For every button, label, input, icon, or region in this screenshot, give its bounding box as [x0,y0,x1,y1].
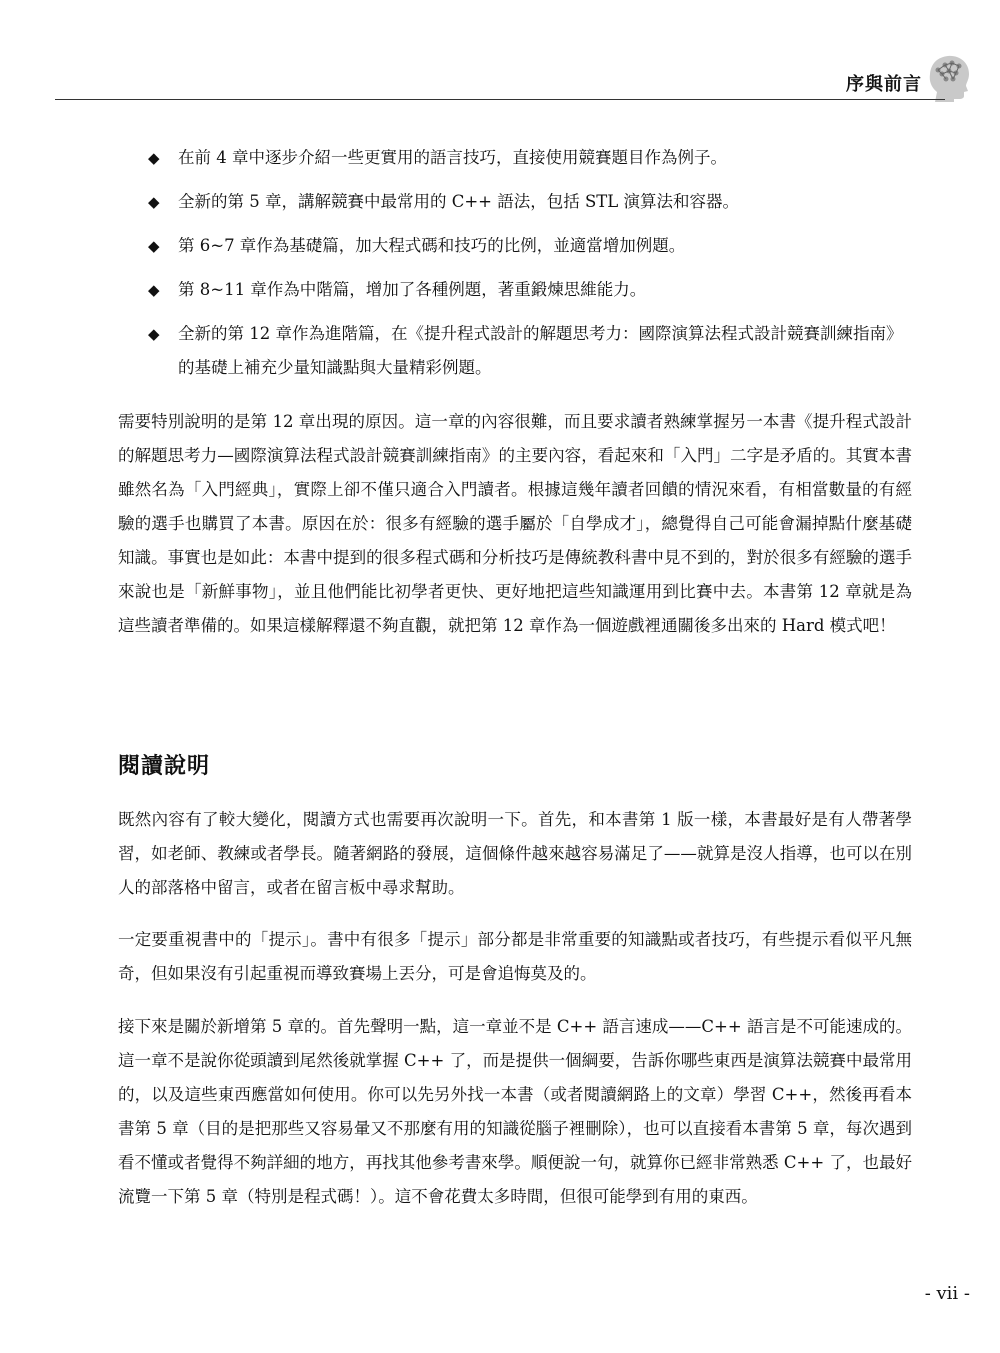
header-rule [55,99,945,100]
body-paragraph: 一定要重視書中的「提示」。書中有很多「提示」部分都是非常重要的知識點或者技巧，有些提示看似平凡無奇，但如果沒有引起重視而導致賽場上丟分，可是會追悔莫及的。 [118,930,912,983]
list-item [148,273,918,307]
body-paragraph: 接下來是關於新增第 5 章的。首先聲明一點，這一章並不是 C++ 語言速成——C++ 語言是不可能速成的。這一章不是說你從頭讀到尾然後就掌握 C++ 了，而是提供一個綱要，告訴你哪些東西是演算法競賽中最常用的，以及這些東西應當如何使用。你可以先另外找一本書（或者閱讀網路上的文章）學習 C++，然後再看本書第 5 章（目的是把那些又容易暈又不那麼有用的知識從腦子裡刪除），也可以直接看本書第 5 章，每次遇到看不懂或者覺得不夠詳細的地方，再找其他參考書來學。順便說一句，就算你已經非常熟悉 C++ 了，也最好流覽一下第 5 章（特別是程式碼！）。這不會花費太多時間，但很可能學到有用的東西。 [118,1017,912,1206]
bullet-diamond-icon: ◆ [148,149,160,167]
list-item-text: 全新的第 12 章作為進階篇，在《提升程式設計的解題思考力：國際演算法程式設計競賽訓練指南》的基礎上補充少量知識點與大量精彩例題。 [178,324,903,377]
page-number: - vii - [924,1283,970,1304]
running-header-title: 序與前言 [846,74,922,95]
section-heading: 閱讀說明 [118,754,211,779]
list-item-text: 第 8~11 章作為中階篇，增加了各種例題，著重鍛煉思維能力。 [178,280,647,299]
bullet-list [148,141,918,395]
bullet-diamond-icon: ◆ [148,193,160,211]
list-item-text: 在前 4 章中逐步介紹一些更實用的語言技巧，直接使用競賽題目作為例子。 [178,148,727,167]
list-item-text: 第 6~7 章作為基礎篇，加大程式碼和技巧的比例，並適當增加例題。 [178,236,686,255]
bullet-diamond-icon: ◆ [148,325,160,343]
intro-paragraph: 需要特別說明的是第 12 章出現的原因。這一章的內容很難，而且要求讀者熟練掌握另一本書《提升程式設計的解題思考力—國際演算法程式設計競賽訓練指南》的主要內容，看起來和「入門」二字是矛盾的。其實本書雖然名為「入門經典」，實際上卻不僅只適合入門讀者。根據這幾年讀者回饋的情況來看，有相當數量的有經驗的選手也購買了本書。原因在於：很多有經驗的選手屬於「自學成才」，總覺得自己可能會漏掉點什麼基礎知識。事實也是如此：本書中提到的很多程式碼和分析技巧是傳統教科書中見不到的，對於很多有經驗的選手來說也是「新鮮事物」，並且他們能比初學者更快、更好地把這些知識運用到比賽中去。本書第 12 章就是為這些讀者準備的。如果這樣解釋還不夠直觀，就把第 12 章作為一個遊戲裡通關後多出來的 Hard 模式吧！ [118,412,912,635]
bullet-diamond-icon: ◆ [148,281,160,299]
list-item-text: 全新的第 5 章，講解競賽中最常用的 C++ 語法，包括 STL 演算法和容器。 [178,192,740,211]
list-item [148,185,918,219]
list-item [148,229,918,263]
head-silhouette-icon [926,52,974,102]
bullet-diamond-icon: ◆ [148,237,160,255]
body-paragraph: 既然內容有了較大變化，閱讀方式也需要再次說明一下。首先，和本書第 1 版一樣，本書最好是有人帶著學習，如老師、教練或者學長。隨著網路的發展，這個條件越來越容易滿足了——就算是沒人指導，也可以在別人的部落格中留言，或者在留言板中尋求幫助。 [118,810,912,897]
list-item [148,317,918,385]
list-item [148,141,918,175]
